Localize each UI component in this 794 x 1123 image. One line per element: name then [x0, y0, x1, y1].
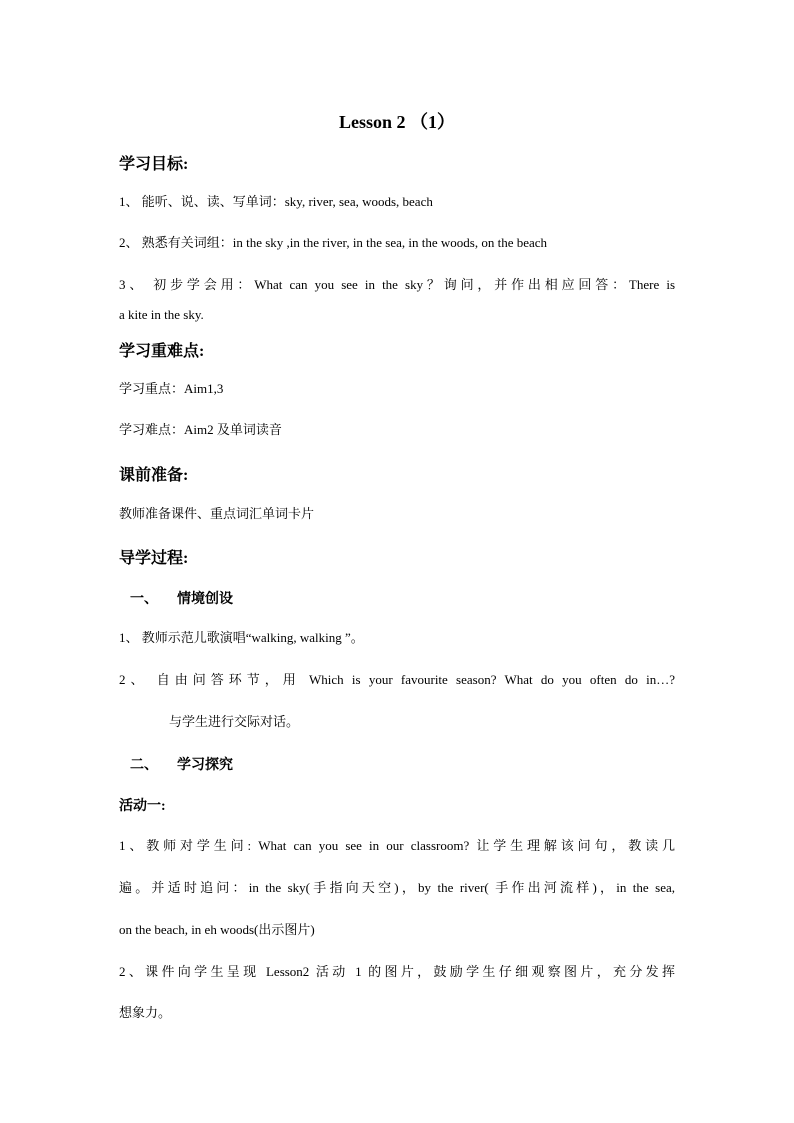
key-focus-text: 学习重点：Aim1,3 — [119, 381, 224, 396]
part-1-item-1: 1、 教师示范儿歌演唱“walking, walking ”。 — [119, 630, 364, 645]
objective-item-3-line-2: a kite in the sky. — [119, 307, 204, 322]
objective-item-2: 2、 熟悉有关词组：in the sky ,in the river, in the sea, in the woods, on the beach — [119, 235, 548, 250]
process-heading: 导学过程: — [119, 550, 189, 567]
objective-item-3-line-1: 3、 初步学会用：What can you see in the sky？询问，并作出相应回答：There is — [119, 277, 675, 292]
part-2-item-1-line-3: on the beach, in eh woods(出示图片) — [119, 922, 315, 937]
key-difficulty-text: 学习难点：Aim2 及单词读音 — [119, 422, 282, 437]
objectives-heading: 学习目标: — [119, 156, 189, 173]
part-2-item-2-line-1: 2、课件向学生呈现 Lesson2 活动 1 的图片，鼓励学生仔细观察图片，充分发挥 — [119, 964, 675, 979]
part-2-item-1-line-2: 遍。并适时追问：in the sky(手指向天空)，by the river( 手作出河流样)，in the sea, — [119, 880, 675, 895]
lesson-title: Lesson 2 （1） — [338, 112, 455, 132]
part-2-item-2-line-2: 想象力。 — [119, 1005, 172, 1020]
activity-1-label: 活动一: — [119, 799, 166, 814]
preparation-heading: 课前准备: — [119, 467, 189, 484]
part-2-item-1-line-1: 1、教师对学生问: What can you see in our classroom? 让学生理解该问句，教读几 — [119, 838, 675, 853]
key-points-heading: 学习重难点: — [119, 343, 205, 360]
part-1-label: 情境创设 — [177, 592, 233, 607]
objective-item-1: 1、 能听、说、读、写单词：sky, river, sea, woods, beach — [119, 194, 433, 209]
part-2-number: 二、 — [130, 758, 158, 773]
part-1-item-2-line-2: 与学生进行交际对话。 — [169, 714, 300, 729]
part-1-item-2-line-1: 2、 自由问答环节，用 Which is your favourite season? What do you often do in…? — [119, 672, 675, 687]
preparation-text: 教师准备课件、重点词汇单词卡片 — [119, 506, 315, 521]
part-2-label: 学习探究 — [177, 758, 233, 773]
part-1-number: 一、 — [130, 592, 158, 607]
